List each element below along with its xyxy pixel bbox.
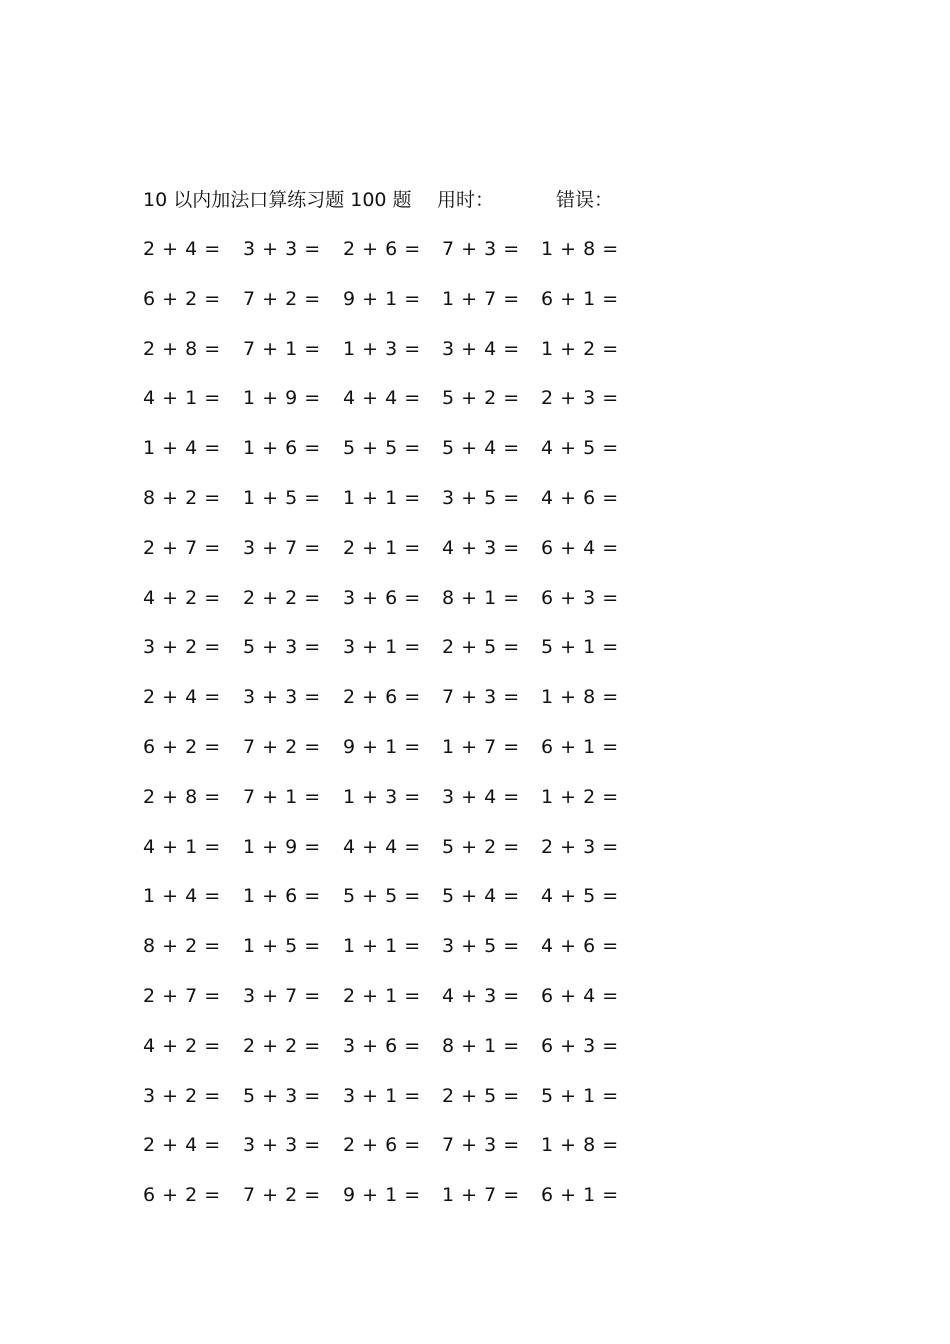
addition-problem: 4 + 4 = bbox=[343, 835, 421, 858]
problem-row bbox=[143, 334, 643, 384]
addition-problem: 3 + 4 = bbox=[442, 337, 520, 360]
addition-problem: 5 + 4 = bbox=[442, 437, 520, 460]
addition-problem: 6 + 2 = bbox=[143, 735, 221, 758]
addition-problem: 3 + 7 = bbox=[243, 536, 321, 559]
addition-problem: 3 + 1 = bbox=[343, 1084, 421, 1107]
problem-row bbox=[143, 1130, 643, 1180]
addition-problem: 1 + 7 = bbox=[442, 287, 520, 310]
problem-row bbox=[143, 682, 643, 732]
addition-problem: 4 + 4 = bbox=[343, 387, 421, 410]
addition-problem: 8 + 2 = bbox=[143, 486, 221, 509]
addition-problem: 3 + 2 = bbox=[143, 636, 221, 659]
addition-problem: 1 + 7 = bbox=[442, 735, 520, 758]
addition-problem: 1 + 9 = bbox=[243, 835, 321, 858]
addition-problem: 5 + 1 = bbox=[541, 1084, 619, 1107]
addition-problem: 7 + 2 = bbox=[243, 735, 321, 758]
addition-problem: 3 + 7 = bbox=[243, 984, 321, 1007]
addition-problem: 7 + 2 = bbox=[243, 287, 321, 310]
addition-problem: 3 + 2 = bbox=[143, 1084, 221, 1107]
addition-problem: 1 + 7 = bbox=[442, 1184, 520, 1207]
addition-problem: 6 + 2 = bbox=[143, 1184, 221, 1207]
worksheet-title: 10 以内加法口算练习题 100 题 bbox=[143, 189, 412, 211]
addition-problem: 4 + 3 = bbox=[442, 984, 520, 1007]
addition-problem: 4 + 5 = bbox=[541, 885, 619, 908]
addition-problem: 1 + 5 = bbox=[243, 486, 321, 509]
addition-problem: 3 + 3 = bbox=[243, 686, 321, 709]
addition-problem: 6 + 1 = bbox=[541, 1184, 619, 1207]
addition-problem: 7 + 3 = bbox=[442, 1134, 520, 1157]
addition-problem: 5 + 5 = bbox=[343, 885, 421, 908]
addition-problem: 4 + 2 = bbox=[143, 1034, 221, 1057]
addition-problem: 5 + 1 = bbox=[541, 636, 619, 659]
addition-problem: 1 + 2 = bbox=[541, 785, 619, 808]
addition-problem: 1 + 6 = bbox=[243, 437, 321, 460]
addition-problem: 2 + 4 = bbox=[143, 238, 221, 260]
addition-problem: 1 + 8 = bbox=[541, 686, 619, 709]
addition-problem: 4 + 1 = bbox=[143, 387, 221, 410]
addition-problem: 3 + 1 = bbox=[343, 636, 421, 659]
addition-problem: 1 + 1 = bbox=[343, 486, 421, 509]
problem-row bbox=[143, 732, 643, 782]
addition-problem: 3 + 6 = bbox=[343, 1034, 421, 1057]
problem-row bbox=[143, 1081, 643, 1131]
addition-problem: 6 + 3 = bbox=[541, 586, 619, 609]
addition-problem: 4 + 2 = bbox=[143, 586, 221, 609]
addition-problem: 5 + 3 = bbox=[243, 1084, 321, 1107]
addition-problem: 6 + 4 = bbox=[541, 536, 619, 559]
addition-problem: 7 + 1 = bbox=[243, 785, 321, 808]
problem-row bbox=[143, 981, 643, 1031]
addition-problem: 1 + 9 = bbox=[243, 387, 321, 410]
addition-problem: 2 + 2 = bbox=[243, 1034, 321, 1057]
addition-problem: 1 + 8 = bbox=[541, 1134, 619, 1157]
addition-problem: 2 + 5 = bbox=[442, 1084, 520, 1107]
addition-problem: 2 + 1 = bbox=[343, 536, 421, 559]
addition-problem: 9 + 1 = bbox=[343, 1184, 421, 1207]
addition-problem: 9 + 1 = bbox=[343, 735, 421, 758]
error-count-label: 错误： bbox=[556, 189, 614, 211]
addition-problem: 2 + 8 = bbox=[143, 785, 221, 808]
problem-row bbox=[143, 782, 643, 832]
addition-problem: 6 + 2 = bbox=[143, 287, 221, 310]
problem-row bbox=[143, 284, 643, 334]
addition-problem: 1 + 5 = bbox=[243, 935, 321, 958]
addition-problem: 4 + 1 = bbox=[143, 835, 221, 858]
addition-problem: 2 + 5 = bbox=[442, 636, 520, 659]
problem-row bbox=[143, 583, 643, 633]
addition-problem: 2 + 1 = bbox=[343, 984, 421, 1007]
addition-problem: 2 + 3 = bbox=[541, 387, 619, 410]
addition-problem: 5 + 2 = bbox=[442, 835, 520, 858]
addition-problem: 5 + 4 = bbox=[442, 885, 520, 908]
problem-row bbox=[143, 931, 643, 981]
problem-grid bbox=[143, 234, 643, 1230]
addition-problem: 7 + 2 = bbox=[243, 1184, 321, 1207]
addition-problem: 2 + 7 = bbox=[143, 984, 221, 1007]
addition-problem: 1 + 3 = bbox=[343, 337, 421, 360]
addition-problem: 5 + 2 = bbox=[442, 387, 520, 410]
addition-problem: 1 + 3 = bbox=[343, 785, 421, 808]
addition-problem: 4 + 6 = bbox=[541, 486, 619, 509]
addition-problem: 2 + 3 = bbox=[541, 835, 619, 858]
addition-problem: 7 + 1 = bbox=[243, 337, 321, 360]
addition-problem: 3 + 5 = bbox=[442, 935, 520, 958]
addition-problem: 9 + 1 = bbox=[343, 287, 421, 310]
addition-problem: 8 + 1 = bbox=[442, 1034, 520, 1057]
addition-problem: 1 + 6 = bbox=[243, 885, 321, 908]
worksheet-header bbox=[143, 185, 763, 215]
addition-problem: 2 + 4 = bbox=[143, 686, 221, 709]
addition-problem: 4 + 5 = bbox=[541, 437, 619, 460]
addition-problem: 7 + 3 = bbox=[442, 686, 520, 709]
addition-problem: 6 + 4 = bbox=[541, 984, 619, 1007]
problem-row bbox=[143, 533, 643, 583]
addition-problem: 2 + 2 = bbox=[243, 586, 321, 609]
addition-problem: 3 + 6 = bbox=[343, 586, 421, 609]
addition-problem: 2 + 7 = bbox=[143, 536, 221, 559]
addition-problem: 1 + 1 = bbox=[343, 935, 421, 958]
addition-problem: 8 + 2 = bbox=[143, 935, 221, 958]
problem-row bbox=[143, 832, 643, 882]
addition-problem: 7 + 3 = bbox=[442, 238, 520, 260]
addition-problem: 6 + 1 = bbox=[541, 287, 619, 310]
addition-problem: 2 + 6 = bbox=[343, 1134, 421, 1157]
addition-problem: 2 + 4 = bbox=[143, 1134, 221, 1157]
problem-row bbox=[143, 632, 643, 682]
problem-row bbox=[143, 383, 643, 433]
problem-row bbox=[143, 433, 643, 483]
addition-problem: 2 + 8 = bbox=[143, 337, 221, 360]
addition-problem: 3 + 3 = bbox=[243, 238, 321, 260]
addition-problem: 2 + 6 = bbox=[343, 686, 421, 709]
problem-row bbox=[143, 234, 643, 284]
addition-problem: 4 + 3 = bbox=[442, 536, 520, 559]
addition-problem: 5 + 3 = bbox=[243, 636, 321, 659]
addition-problem: 3 + 3 = bbox=[243, 1134, 321, 1157]
addition-problem: 5 + 5 = bbox=[343, 437, 421, 460]
addition-problem: 3 + 5 = bbox=[442, 486, 520, 509]
problem-row bbox=[143, 1031, 643, 1081]
addition-problem: 1 + 4 = bbox=[143, 437, 221, 460]
addition-problem: 3 + 4 = bbox=[442, 785, 520, 808]
addition-problem: 8 + 1 = bbox=[442, 586, 520, 609]
problem-row bbox=[143, 483, 643, 533]
addition-problem: 6 + 1 = bbox=[541, 735, 619, 758]
time-used-label: 用时： bbox=[437, 189, 495, 211]
addition-problem: 1 + 2 = bbox=[541, 337, 619, 360]
addition-problem: 1 + 4 = bbox=[143, 885, 221, 908]
addition-problem: 4 + 6 = bbox=[541, 935, 619, 958]
problem-row bbox=[143, 1180, 643, 1230]
addition-problem: 2 + 6 = bbox=[343, 238, 421, 260]
addition-problem: 1 + 8 = bbox=[541, 238, 619, 260]
addition-problem: 6 + 3 = bbox=[541, 1034, 619, 1057]
problem-row bbox=[143, 881, 643, 931]
